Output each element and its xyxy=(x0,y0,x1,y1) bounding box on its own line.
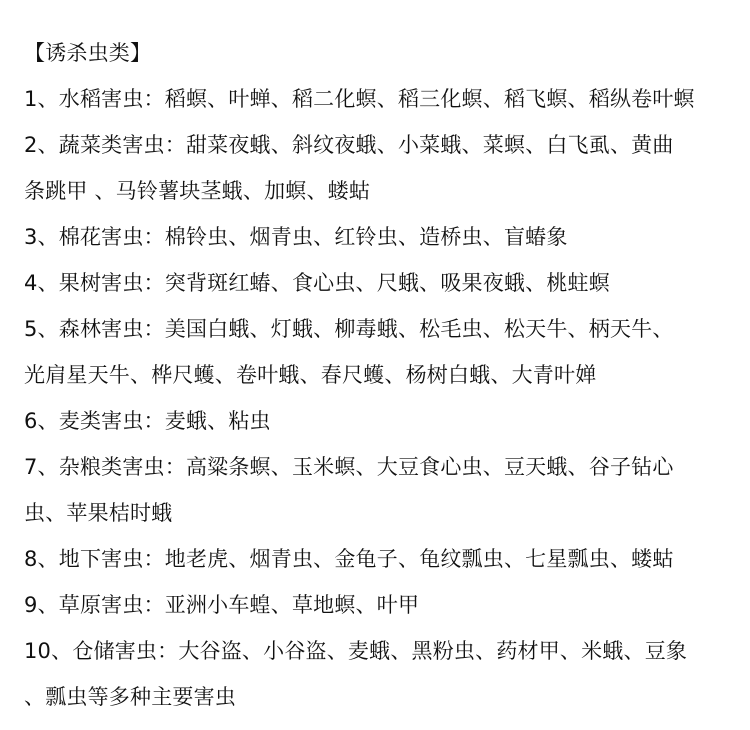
pest-line-2-cont: 条跳甲 、马铃薯块茎蛾、加螟、蝼蛄 xyxy=(24,179,371,203)
pest-line-7-cont: 虫、苹果桔时蛾 xyxy=(24,501,173,525)
pest-line-5: 5、森林害虫：美国白蛾、灯蛾、柳毒蛾、松毛虫、松天牛、柄天牛、 xyxy=(24,317,674,341)
pest-line-10: 10、仓储害虫：大谷盗、小谷盗、麦蛾、黑粉虫、药材甲、米蛾、豆象 xyxy=(24,639,688,663)
pest-line-1: 1、水稻害虫：稻螟、叶蝉、稻二化螟、稻三化螟、稻飞螟、稻纵卷叶螟 xyxy=(24,87,695,111)
section-title: 【诱杀虫类】 xyxy=(24,41,152,65)
pest-line-3: 3、棉花害虫：棉铃虫、烟青虫、红铃虫、造桥虫、盲蝽象 xyxy=(24,225,568,249)
pest-line-7: 7、杂粮类害虫：高粱条螟、玉米螟、大豆食心虫、豆天蛾、谷子钻心 xyxy=(24,455,674,479)
document-body xyxy=(24,30,744,720)
pest-line-4: 4、果树害虫：突背斑红蝽、食心虫、尺蛾、吸果夜蛾、桃蛀螟 xyxy=(24,271,610,295)
pest-line-8: 8、地下害虫：地老虎、烟青虫、金龟子、龟纹瓢虫、七星瓢虫、蝼蛄 xyxy=(24,547,674,571)
pest-line-5-cont: 光肩星天牛、桦尺蠖、卷叶蛾、春尺蠖、杨树白蛾、大青叶婵 xyxy=(24,363,597,387)
pest-line-10-cont: 、瓢虫等多种主要害虫 xyxy=(24,685,236,709)
pest-line-9: 9、草原害虫：亚洲小车蝗、草地螟、叶甲 xyxy=(24,593,420,617)
pest-line-2: 2、蔬菜类害虫：甜菜夜蛾、斜纹夜蛾、小菜蛾、菜螟、白飞虱、黄曲 xyxy=(24,133,674,157)
pest-line-6: 6、麦类害虫：麦蛾、粘虫 xyxy=(24,409,271,433)
